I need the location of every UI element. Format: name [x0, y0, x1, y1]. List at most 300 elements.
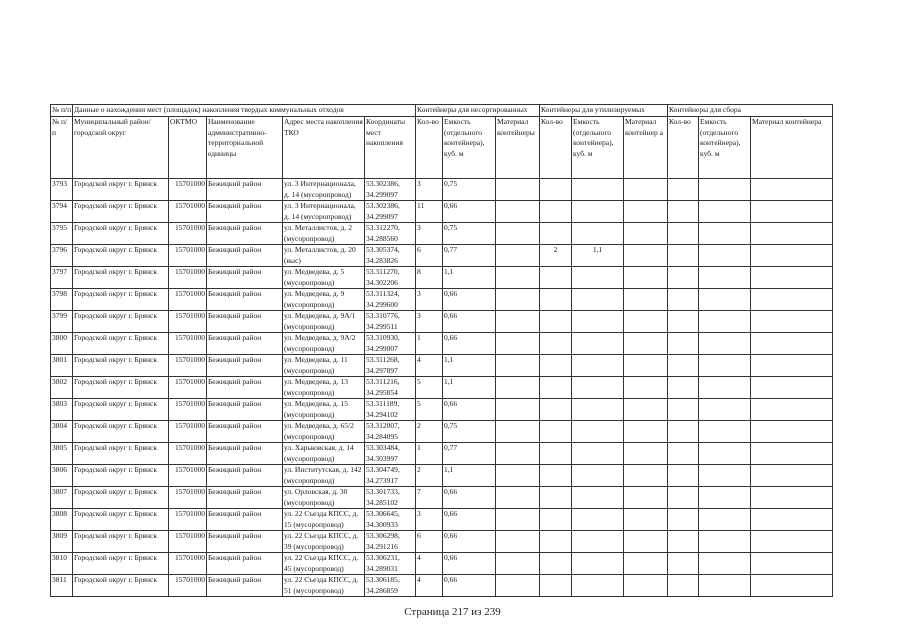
district-cell: Городской округ г. Брянск — [73, 509, 169, 531]
qty-recyclable-cell — [540, 201, 572, 223]
oktmo-cell: 15701000 — [169, 223, 207, 245]
table-row — [51, 553, 833, 575]
group-header-collection-containers: Контейнеры для сбора — [668, 105, 833, 117]
admin-unit-cell: Бежицкий район — [207, 531, 283, 553]
coordinates-cell: 53.310930, 34.299007 — [365, 333, 416, 355]
material-unsorted-cell — [496, 399, 540, 421]
capacity-recyclable-cell — [572, 311, 624, 333]
admin-unit-cell: Бежицкий район — [207, 575, 283, 597]
material-recyclable-cell — [624, 399, 668, 421]
capacity-recyclable-cell — [572, 377, 624, 399]
column-header-no: № п/п — [51, 117, 73, 179]
qty-unsorted-cell: 5 — [416, 399, 443, 421]
material-collection-cell — [751, 245, 833, 267]
material-unsorted-cell — [496, 443, 540, 465]
coordinates-cell: 53.312270, 34.288560 — [365, 223, 416, 245]
table-row — [51, 223, 833, 245]
qty-collection-cell — [668, 575, 699, 597]
group-header-unsorted-containers: Контейнеры для несортированных — [416, 105, 540, 117]
capacity-recyclable-cell — [572, 289, 624, 311]
capacity-collection-cell — [699, 289, 751, 311]
qty-recyclable-cell — [540, 465, 572, 487]
capacity-recyclable-cell — [572, 201, 624, 223]
material-collection-cell — [751, 399, 833, 421]
oktmo-cell: 15701000 — [169, 201, 207, 223]
material-unsorted-cell — [496, 201, 540, 223]
capacity-collection-cell — [699, 245, 751, 267]
table-row — [51, 355, 833, 377]
address-cell: ул. 3 Интернационала, д. 14 (мусоропровод) — [283, 201, 365, 223]
qty-collection-cell — [668, 333, 699, 355]
capacity-collection-cell — [699, 509, 751, 531]
material-unsorted-cell — [496, 465, 540, 487]
address-cell: ул. Медведева, д. 15 (мусоропровод) — [283, 399, 365, 421]
coordinates-cell: 53.302386, 34.299097 — [365, 201, 416, 223]
material-collection-cell — [751, 487, 833, 509]
material-collection-cell — [751, 575, 833, 597]
qty-recyclable-cell — [540, 509, 572, 531]
material-unsorted-cell — [496, 487, 540, 509]
oktmo-cell: 15701000 — [169, 377, 207, 399]
material-collection-cell — [751, 553, 833, 575]
group-header-recyclable-containers: Контейнеры для утилизируемых — [540, 105, 668, 117]
material-recyclable-cell — [624, 487, 668, 509]
district-cell: Городской округ г. Брянск — [73, 289, 169, 311]
district-cell: Городской округ г. Брянск — [73, 443, 169, 465]
row-number-cell: 3810 — [51, 553, 73, 575]
coordinates-cell: 53.306298, 34.291216 — [365, 531, 416, 553]
capacity-recyclable-cell — [572, 355, 624, 377]
qty-collection-cell — [668, 487, 699, 509]
capacity-collection-cell — [699, 355, 751, 377]
address-cell: ул. 3 Интернационала, д. 14 (мусоропровод) — [283, 179, 365, 201]
capacity-unsorted-cell: 0,66 — [443, 553, 496, 575]
page-number: Страница 217 из 239 — [404, 606, 501, 618]
admin-unit-cell: Бежицкий район — [207, 333, 283, 355]
table-row — [51, 575, 833, 597]
address-cell: ул. 22 Съезда КПСС, д. 51 (мусоропровод) — [283, 575, 365, 597]
column-header-capacity-recyclable: Емкость (отдельного контейнера), куб. м — [572, 117, 624, 179]
capacity-unsorted-cell: 0,75 — [443, 179, 496, 201]
material-unsorted-cell — [496, 179, 540, 201]
capacity-unsorted-cell: 0,75 — [443, 421, 496, 443]
column-header-district: Муниципальный район/городской округ — [73, 117, 169, 179]
address-cell: ул. Металлистов, д. 2 (мусоропровод) — [283, 223, 365, 245]
table-row — [51, 267, 833, 289]
material-recyclable-cell — [624, 311, 668, 333]
qty-collection-cell — [668, 377, 699, 399]
address-cell: ул. 22 Съезда КПСС, д. 39 (мусоропровод) — [283, 531, 365, 553]
district-cell: Городской округ г. Брянск — [73, 333, 169, 355]
capacity-recyclable-cell: 1,1 — [572, 245, 624, 267]
capacity-collection-cell — [699, 399, 751, 421]
material-recyclable-cell — [624, 553, 668, 575]
material-collection-cell — [751, 377, 833, 399]
material-unsorted-cell — [496, 311, 540, 333]
qty-collection-cell — [668, 245, 699, 267]
capacity-recyclable-cell — [572, 509, 624, 531]
coordinates-cell: 53.306185, 34.286859 — [365, 575, 416, 597]
admin-unit-cell: Бежицкий район — [207, 223, 283, 245]
material-collection-cell — [751, 289, 833, 311]
material-recyclable-cell — [624, 443, 668, 465]
admin-unit-cell: Бежицкий район — [207, 553, 283, 575]
qty-unsorted-cell: 4 — [416, 355, 443, 377]
district-cell: Городской округ г. Брянск — [73, 531, 169, 553]
qty-unsorted-cell: 4 — [416, 575, 443, 597]
qty-unsorted-cell: 2 — [416, 421, 443, 443]
capacity-collection-cell — [699, 553, 751, 575]
capacity-unsorted-cell: 1,1 — [443, 267, 496, 289]
coordinates-cell: 53.311270, 34.302206 — [365, 267, 416, 289]
qty-recyclable-cell — [540, 553, 572, 575]
column-header-oktmo: ОКТМО — [169, 117, 207, 179]
admin-unit-cell: Бежицкий район — [207, 355, 283, 377]
coordinates-cell: 53.304749, 34.273917 — [365, 465, 416, 487]
qty-recyclable-cell — [540, 443, 572, 465]
qty-collection-cell — [668, 465, 699, 487]
material-recyclable-cell — [624, 333, 668, 355]
row-number-cell: 3811 — [51, 575, 73, 597]
address-cell: ул. Институтская, д. 142 (мусоропровод) — [283, 465, 365, 487]
material-collection-cell — [751, 531, 833, 553]
qty-unsorted-cell: 3 — [416, 179, 443, 201]
qty-collection-cell — [668, 179, 699, 201]
column-header-qty-recyclable: Кол-во — [540, 117, 572, 179]
material-unsorted-cell — [496, 355, 540, 377]
oktmo-cell: 15701000 — [169, 575, 207, 597]
table-row — [51, 311, 833, 333]
capacity-recyclable-cell — [572, 267, 624, 289]
address-cell: ул. 22 Съезда КПСС, д. 45 (мусоропровод) — [283, 553, 365, 575]
capacity-collection-cell — [699, 531, 751, 553]
row-number-cell: 3793 — [51, 179, 73, 201]
address-cell: ул. Медведева, д. 13 (мусоропровод) — [283, 377, 365, 399]
qty-collection-cell — [668, 443, 699, 465]
qty-recyclable-cell — [540, 399, 572, 421]
material-collection-cell — [751, 333, 833, 355]
capacity-recyclable-cell — [572, 421, 624, 443]
qty-collection-cell — [668, 553, 699, 575]
row-number-cell: 3807 — [51, 487, 73, 509]
material-collection-cell — [751, 311, 833, 333]
material-collection-cell — [751, 465, 833, 487]
qty-unsorted-cell: 6 — [416, 531, 443, 553]
material-unsorted-cell — [496, 245, 540, 267]
capacity-unsorted-cell: 0,66 — [443, 333, 496, 355]
capacity-unsorted-cell: 0,66 — [443, 201, 496, 223]
district-cell: Городской округ г. Брянск — [73, 179, 169, 201]
material-collection-cell — [751, 179, 833, 201]
coordinates-cell: 53.311189, 34.294102 — [365, 399, 416, 421]
oktmo-cell: 15701000 — [169, 179, 207, 201]
row-number-cell: 3795 — [51, 223, 73, 245]
oktmo-cell: 15701000 — [169, 509, 207, 531]
waste-sites-table — [50, 104, 833, 597]
column-header-material-unsorted: Материал контейнеры — [496, 117, 540, 179]
district-cell: Городской округ г. Брянск — [73, 355, 169, 377]
district-cell: Городской округ г. Брянск — [73, 553, 169, 575]
qty-collection-cell — [668, 201, 699, 223]
qty-recyclable-cell — [540, 333, 572, 355]
material-collection-cell — [751, 267, 833, 289]
capacity-collection-cell — [699, 487, 751, 509]
capacity-recyclable-cell — [572, 553, 624, 575]
table-row — [51, 201, 833, 223]
table-row — [51, 421, 833, 443]
admin-unit-cell: Бежицкий район — [207, 465, 283, 487]
qty-collection-cell — [668, 311, 699, 333]
qty-recyclable-cell — [540, 311, 572, 333]
admin-unit-cell: Бежицкий район — [207, 289, 283, 311]
coordinates-cell: 53.311216, 34.295854 — [365, 377, 416, 399]
admin-unit-cell: Бежицкий район — [207, 311, 283, 333]
qty-unsorted-cell: 3 — [416, 509, 443, 531]
qty-collection-cell — [668, 421, 699, 443]
qty-recyclable-cell — [540, 223, 572, 245]
material-recyclable-cell — [624, 223, 668, 245]
admin-unit-cell: Бежицкий район — [207, 487, 283, 509]
capacity-unsorted-cell: 0,66 — [443, 575, 496, 597]
qty-collection-cell — [668, 509, 699, 531]
column-header-capacity-collection: Емкость (отдельного контейнера), куб. м — [699, 117, 751, 179]
qty-unsorted-cell: 3 — [416, 311, 443, 333]
material-collection-cell — [751, 509, 833, 531]
row-number-cell: 3804 — [51, 421, 73, 443]
qty-recyclable-cell — [540, 421, 572, 443]
coordinates-cell: 53.311268, 34.297897 — [365, 355, 416, 377]
qty-unsorted-cell: 7 — [416, 487, 443, 509]
capacity-unsorted-cell: 1,1 — [443, 377, 496, 399]
material-recyclable-cell — [624, 531, 668, 553]
row-number-cell: 3805 — [51, 443, 73, 465]
group-header-no: № п/п — [51, 105, 73, 117]
qty-unsorted-cell: 4 — [416, 553, 443, 575]
table-header — [51, 105, 833, 179]
column-header-address: Адрес места накопления ТКО — [283, 117, 365, 179]
material-unsorted-cell — [496, 531, 540, 553]
coordinates-cell: 53.310776, 34.299511 — [365, 311, 416, 333]
column-header-material-collection: Материал контейнера — [751, 117, 833, 179]
qty-unsorted-cell: 11 — [416, 201, 443, 223]
oktmo-cell: 15701000 — [169, 531, 207, 553]
qty-recyclable-cell — [540, 575, 572, 597]
qty-unsorted-cell: 6 — [416, 245, 443, 267]
capacity-recyclable-cell — [572, 399, 624, 421]
capacity-unsorted-cell: 1,1 — [443, 465, 496, 487]
admin-unit-cell: Бежицкий район — [207, 443, 283, 465]
material-unsorted-cell — [496, 553, 540, 575]
row-number-cell: 3806 — [51, 465, 73, 487]
capacity-recyclable-cell — [572, 443, 624, 465]
capacity-collection-cell — [699, 465, 751, 487]
capacity-recyclable-cell — [572, 465, 624, 487]
row-number-cell: 3808 — [51, 509, 73, 531]
table-row — [51, 443, 833, 465]
column-header-capacity-unsorted: Емкость (отдельного контейнера), куб. м — [443, 117, 496, 179]
coordinates-cell: 53.305374, 34.283826 — [365, 245, 416, 267]
table-row — [51, 333, 833, 355]
capacity-collection-cell — [699, 267, 751, 289]
capacity-recyclable-cell — [572, 179, 624, 201]
admin-unit-cell: Бежицкий район — [207, 179, 283, 201]
address-cell: ул. Медведева, д. 9А/1 (мусоропровод) — [283, 311, 365, 333]
qty-collection-cell — [668, 531, 699, 553]
material-unsorted-cell — [496, 575, 540, 597]
material-recyclable-cell — [624, 421, 668, 443]
material-unsorted-cell — [496, 333, 540, 355]
capacity-collection-cell — [699, 421, 751, 443]
address-cell: ул. Медведева, д. 9 (мусоропровод) — [283, 289, 365, 311]
column-header-qty-unsorted: Кол-во — [416, 117, 443, 179]
district-cell: Городской округ г. Брянск — [73, 201, 169, 223]
material-recyclable-cell — [624, 575, 668, 597]
material-unsorted-cell — [496, 223, 540, 245]
qty-unsorted-cell: 3 — [416, 223, 443, 245]
oktmo-cell: 15701000 — [169, 465, 207, 487]
district-cell: Городской округ г. Брянск — [73, 311, 169, 333]
table-row — [51, 399, 833, 421]
row-number-cell: 3800 — [51, 333, 73, 355]
material-recyclable-cell — [624, 355, 668, 377]
district-cell: Городской округ г. Брянск — [73, 223, 169, 245]
qty-unsorted-cell: 1 — [416, 333, 443, 355]
table-row — [51, 531, 833, 553]
table-row — [51, 509, 833, 531]
district-cell: Городской округ г. Брянск — [73, 465, 169, 487]
oktmo-cell: 15701000 — [169, 399, 207, 421]
oktmo-cell: 15701000 — [169, 421, 207, 443]
capacity-collection-cell — [699, 377, 751, 399]
table-row — [51, 289, 833, 311]
material-recyclable-cell — [624, 201, 668, 223]
oktmo-cell: 15701000 — [169, 553, 207, 575]
table-row — [51, 179, 833, 201]
admin-unit-cell: Бежицкий район — [207, 399, 283, 421]
capacity-unsorted-cell: 0,77 — [443, 245, 496, 267]
capacity-unsorted-cell: 0,66 — [443, 399, 496, 421]
capacity-unsorted-cell: 0,66 — [443, 289, 496, 311]
material-unsorted-cell — [496, 267, 540, 289]
column-header-material-recyclable: Материал контейнер а — [624, 117, 668, 179]
oktmo-cell: 15701000 — [169, 487, 207, 509]
oktmo-cell: 15701000 — [169, 267, 207, 289]
material-unsorted-cell — [496, 421, 540, 443]
district-cell: Городской округ г. Брянск — [73, 399, 169, 421]
row-number-cell: 3796 — [51, 245, 73, 267]
capacity-unsorted-cell: 0,75 — [443, 223, 496, 245]
group-header-site-data: Данные о нахождении мест (площадок) накопления твердых коммунальных отходов — [73, 105, 416, 117]
material-recyclable-cell — [624, 509, 668, 531]
admin-unit-cell: Бежицкий район — [207, 201, 283, 223]
coordinates-cell: 53.306231, 34.289031 — [365, 553, 416, 575]
qty-recyclable-cell — [540, 487, 572, 509]
district-cell: Городской округ г. Брянск — [73, 487, 169, 509]
capacity-unsorted-cell: 1,1 — [443, 355, 496, 377]
coordinates-cell: 53.303484, 34.303997 — [365, 443, 416, 465]
row-number-cell: 3797 — [51, 267, 73, 289]
material-unsorted-cell — [496, 289, 540, 311]
coordinates-cell: 53.306645, 34.300933 — [365, 509, 416, 531]
qty-unsorted-cell: 3 — [416, 289, 443, 311]
table-row — [51, 245, 833, 267]
qty-recyclable-cell — [540, 377, 572, 399]
oktmo-cell: 15701000 — [169, 311, 207, 333]
capacity-unsorted-cell: 0,66 — [443, 311, 496, 333]
material-recyclable-cell — [624, 267, 668, 289]
address-cell: ул. Металлистов, д. 20 (выс) — [283, 245, 365, 267]
qty-collection-cell — [668, 289, 699, 311]
coordinates-cell: 53.312007, 34.284095 — [365, 421, 416, 443]
address-cell: ул. Орловская, д. 30 (мусоропровод) — [283, 487, 365, 509]
district-cell: Городской округ г. Брянск — [73, 575, 169, 597]
address-cell: ул. Харьковская, д. 14 (мусоропровод) — [283, 443, 365, 465]
material-recyclable-cell — [624, 245, 668, 267]
qty-collection-cell — [668, 355, 699, 377]
qty-collection-cell — [668, 399, 699, 421]
column-header-qty-collection: Кол-во — [668, 117, 699, 179]
coordinates-cell: 53.302386, 34.299097 — [365, 179, 416, 201]
oktmo-cell: 15701000 — [169, 333, 207, 355]
qty-unsorted-cell: 5 — [416, 377, 443, 399]
oktmo-cell: 15701000 — [169, 355, 207, 377]
qty-recyclable-cell — [540, 267, 572, 289]
capacity-recyclable-cell — [572, 531, 624, 553]
table-row — [51, 487, 833, 509]
address-cell: ул. Медведева, д. 9А/2 (мусоропровод) — [283, 333, 365, 355]
oktmo-cell: 15701000 — [169, 289, 207, 311]
address-cell: ул. Медведева, д. 65/2 (мусоропровод) — [283, 421, 365, 443]
qty-recyclable-cell — [540, 531, 572, 553]
material-unsorted-cell — [496, 509, 540, 531]
qty-recyclable-cell — [540, 289, 572, 311]
district-cell: Городской округ г. Брянск — [73, 267, 169, 289]
material-collection-cell — [751, 443, 833, 465]
registry-sheet — [50, 104, 832, 597]
qty-recyclable-cell — [540, 179, 572, 201]
material-unsorted-cell — [496, 377, 540, 399]
material-recyclable-cell — [624, 289, 668, 311]
capacity-recyclable-cell — [572, 333, 624, 355]
admin-unit-cell: Бежицкий район — [207, 509, 283, 531]
capacity-collection-cell — [699, 223, 751, 245]
capacity-collection-cell — [699, 311, 751, 333]
capacity-recyclable-cell — [572, 487, 624, 509]
row-number-cell: 3803 — [51, 399, 73, 421]
capacity-unsorted-cell: 0,66 — [443, 509, 496, 531]
material-recyclable-cell — [624, 377, 668, 399]
qty-collection-cell — [668, 223, 699, 245]
material-collection-cell — [751, 201, 833, 223]
address-cell: ул. Медведева, д. 11 (мусоропровод) — [283, 355, 365, 377]
row-number-cell: 3801 — [51, 355, 73, 377]
qty-unsorted-cell: 8 — [416, 267, 443, 289]
coordinates-cell: 53.301733, 34.285102 — [365, 487, 416, 509]
row-number-cell: 3794 — [51, 201, 73, 223]
admin-unit-cell: Бежицкий район — [207, 421, 283, 443]
material-recyclable-cell — [624, 179, 668, 201]
qty-recyclable-cell — [540, 355, 572, 377]
qty-unsorted-cell: 1 — [416, 443, 443, 465]
material-recyclable-cell — [624, 465, 668, 487]
district-cell: Городской округ г. Брянск — [73, 377, 169, 399]
address-cell: ул. Медведева, д. 5 (мусоропровод) — [283, 267, 365, 289]
capacity-collection-cell — [699, 333, 751, 355]
address-cell: ул. 22 Съезда КПСС, д. 15 (мусоропровод) — [283, 509, 365, 531]
table-body — [51, 179, 833, 597]
capacity-recyclable-cell — [572, 575, 624, 597]
district-cell: Городской округ г. Брянск — [73, 421, 169, 443]
